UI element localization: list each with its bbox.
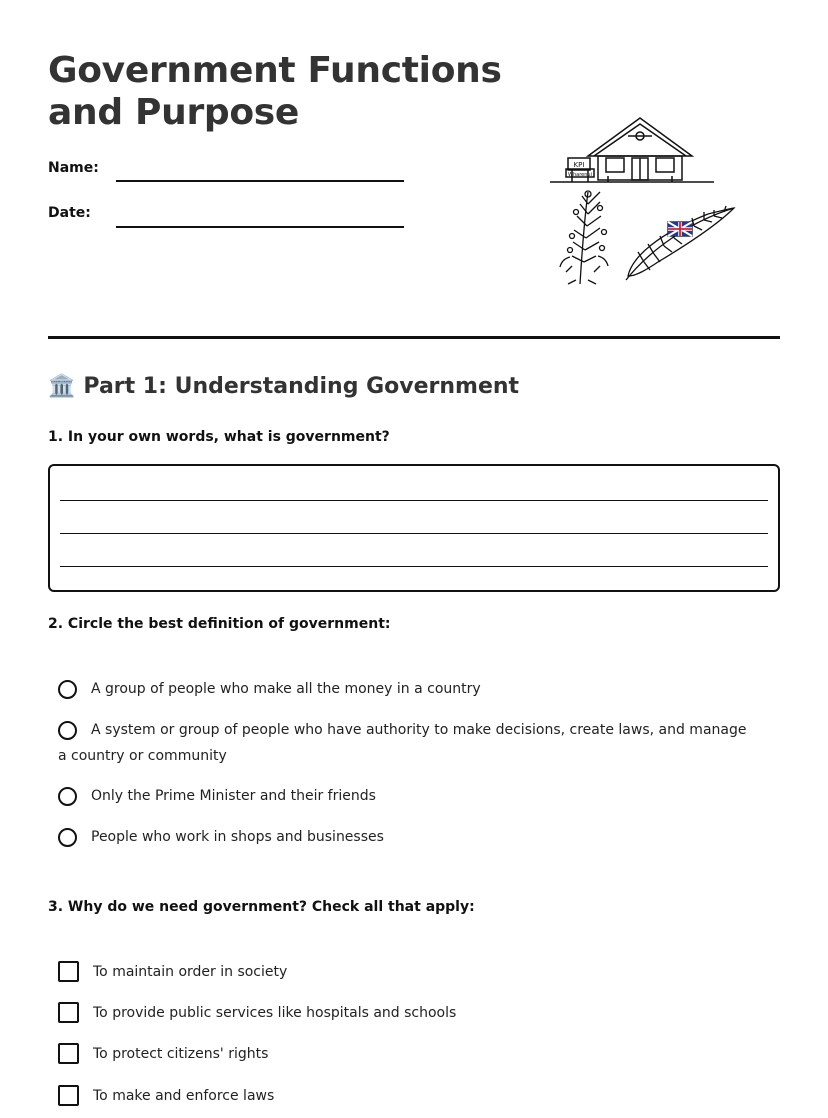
section-divider xyxy=(48,336,780,339)
question-2: 2. Circle the best definition of government: xyxy=(48,616,391,632)
q2-option-3[interactable] xyxy=(58,783,758,809)
pohutukawa-plant-icon xyxy=(560,191,608,284)
question-1-answer-box[interactable] xyxy=(48,464,780,592)
q3-option-1-label: To maintain order in society xyxy=(93,964,288,980)
title-line-1: Government Functions xyxy=(48,50,502,91)
silver-fern-flag-icon xyxy=(626,206,734,280)
answer-line xyxy=(60,500,768,501)
q2-option-2-label: A system or group of people who have authority to make decisions, create laws, and manage a country or community xyxy=(58,722,747,764)
government-building-icon: 🏛️ xyxy=(48,374,76,399)
q2-option-4-label: People who work in shops and businesses xyxy=(91,829,384,845)
new-zealand-illustration xyxy=(548,112,738,290)
q3-option-1[interactable] xyxy=(58,959,758,985)
part-1-heading xyxy=(48,374,519,399)
q2-option-2[interactable] xyxy=(58,717,758,769)
sign-text: KPI xyxy=(573,161,585,169)
q2-option-1[interactable] xyxy=(58,676,758,702)
radio-circle[interactable] xyxy=(58,721,77,740)
radio-circle[interactable] xyxy=(58,787,77,806)
q2-option-3-label: Only the Prime Minister and their friends xyxy=(91,788,376,804)
checkbox[interactable] xyxy=(58,1002,79,1023)
q3-option-4[interactable] xyxy=(58,1083,758,1109)
sign-text-2: Wharenui xyxy=(568,172,592,178)
radio-circle[interactable] xyxy=(58,680,77,699)
q3-option-2-label: To provide public services like hospitals and schools xyxy=(93,1005,457,1021)
q3-option-2[interactable] xyxy=(58,1000,758,1026)
checkbox[interactable] xyxy=(58,1043,79,1064)
title-line-2: and Purpose xyxy=(48,92,300,133)
name-label: Name: xyxy=(48,160,99,176)
q2-option-1-label: A group of people who make all the money in a country xyxy=(91,681,481,697)
question-1: 1. In your own words, what is government? xyxy=(48,429,390,445)
page-title xyxy=(48,50,518,134)
q3-option-3[interactable] xyxy=(58,1041,758,1067)
part-1-title: Part 1: Understanding Government xyxy=(83,374,520,399)
q2-option-4[interactable] xyxy=(58,824,758,850)
answer-line xyxy=(60,566,768,567)
checkbox[interactable] xyxy=(58,1085,79,1106)
date-label: Date: xyxy=(48,205,91,221)
checkbox[interactable] xyxy=(58,961,79,982)
answer-line xyxy=(60,533,768,534)
question-3: 3. Why do we need government? Check all that apply: xyxy=(48,899,475,915)
date-field[interactable] xyxy=(116,226,404,228)
name-field[interactable] xyxy=(116,180,404,182)
q3-option-3-label: To protect citizens' rights xyxy=(93,1046,269,1062)
wharenui-meeting-house-icon xyxy=(550,118,714,182)
q3-option-4-label: To make and enforce laws xyxy=(93,1088,275,1104)
radio-circle[interactable] xyxy=(58,828,77,847)
